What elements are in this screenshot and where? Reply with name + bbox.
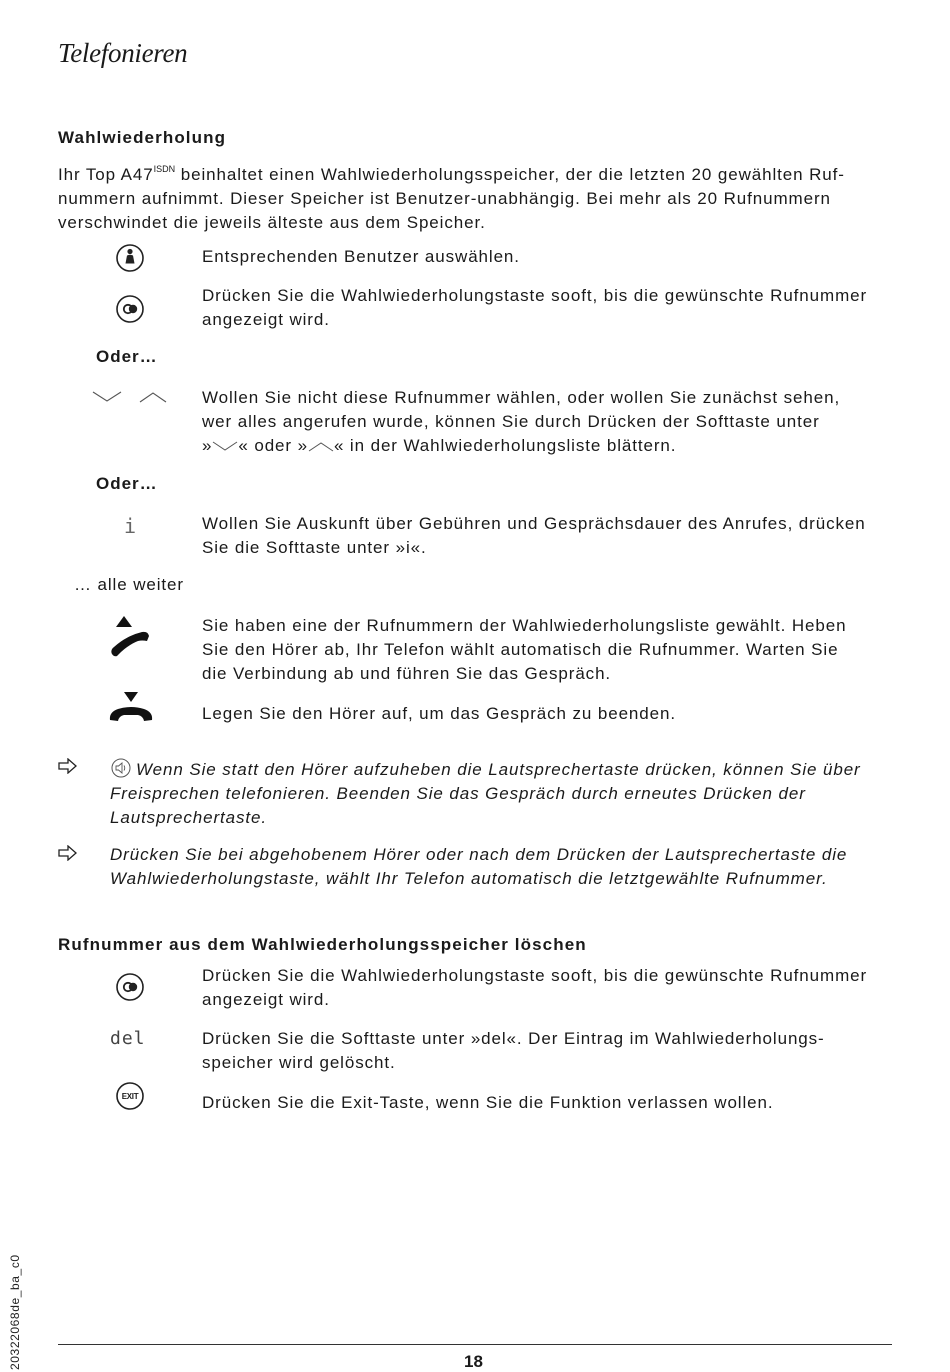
quote-middle: « oder » bbox=[238, 436, 308, 455]
step-info-line-1: Wollen Sie Auskunft über Gebühren und Gesprächsdauer des Anrufes, drücken bbox=[202, 514, 866, 533]
step-lift-line-1: Sie haben eine der Rufnummern der Wahlwiederholungsliste gewählt. Heben bbox=[202, 616, 847, 635]
oder-label-2: Oder… bbox=[96, 474, 158, 493]
note-redial-line-1: Drücken Sie bei abgehobenem Hörer oder nach dem Drücken der Lautsprechertaste die bbox=[110, 845, 848, 864]
note-redial-line-2: Wahlwiederholungstaste, wählt Ihr Telefon automatisch die letztgewählte Rufnummer. bbox=[110, 869, 828, 888]
note-speaker-line-3: Lautsprechertaste. bbox=[110, 808, 268, 827]
chevron-up-inline-icon bbox=[308, 439, 334, 453]
step-scroll-line-3 bbox=[202, 434, 902, 458]
note-speaker bbox=[110, 758, 900, 830]
step2-exit: Drücken Sie die Exit-Taste, wenn Sie die Funktion verlassen wollen. bbox=[202, 1093, 774, 1112]
user-key-icon bbox=[115, 243, 145, 273]
step-scroll-list bbox=[202, 386, 902, 458]
step2-delete-line-2: speicher wird gelöscht. bbox=[202, 1053, 396, 1072]
step-lift-line-2: Sie den Hörer ab, Ihr Telefon wählt automatisch die Rufnummer. Warten Sie bbox=[202, 640, 839, 659]
speaker-key-icon bbox=[110, 758, 132, 778]
step-info-line-2: Sie die Softtaste unter »i«. bbox=[202, 538, 427, 557]
step2-press-redial-line-2: angezeigt wird. bbox=[202, 990, 330, 1009]
step-scroll-line-1: Wollen Sie nicht diese Rufnummer wählen, oder wollen Sie zunächst sehen, bbox=[202, 388, 841, 407]
document-code: 20322068de_ba_c0 bbox=[8, 1254, 22, 1370]
del-softkey-label: del bbox=[110, 1028, 146, 1049]
step2-delete-line-1: Drücken Sie die Softtaste unter »del«. Der Eintrag im Wahlwiederholungs- bbox=[202, 1029, 825, 1048]
handset-hangup-icon bbox=[108, 688, 154, 724]
note-speaker-line-1-text: Wenn Sie statt den Hörer aufzuheben die Lautsprechertaste drücken, können Sie über bbox=[136, 760, 861, 779]
note-arrow-icon bbox=[58, 758, 78, 779]
note-redial-offhook bbox=[110, 843, 900, 891]
section-heading-loeschen: Rufnummer aus dem Wahlwiederholungsspeicher löschen bbox=[58, 935, 587, 954]
intro-line-1-rest: beinhaltet einen Wahlwiederholungsspeicher, der die letzten 20 gewählten Ruf- bbox=[175, 165, 845, 184]
step2-press-redial bbox=[202, 964, 902, 1012]
handset-lift-icon bbox=[108, 616, 152, 658]
step-lift-handset bbox=[202, 614, 902, 686]
section-heading-wahlwiederholung: Wahlwiederholung bbox=[58, 128, 227, 147]
chevron-up-icon bbox=[139, 388, 167, 406]
quote-open-1: » bbox=[202, 436, 213, 455]
step2-press-redial-line-1: Drücken Sie die Wahlwiederholungstaste sooft, bis die gewünschte Rufnummer bbox=[202, 966, 868, 985]
intro-line-3: verschwindet die jeweils älteste aus dem Speicher. bbox=[58, 213, 486, 232]
step-select-user: Entsprechenden Benutzer auswählen. bbox=[202, 247, 520, 266]
step-info bbox=[202, 512, 902, 560]
info-softkey-label: i bbox=[124, 514, 137, 538]
page-header-title: Telefonieren bbox=[58, 38, 188, 68]
step2-delete bbox=[202, 1027, 902, 1075]
isdn-superscript: ISDN bbox=[153, 164, 176, 174]
quote-close-rest: « in der Wahlwiederholungsliste blättern. bbox=[333, 436, 677, 455]
step-press-redial bbox=[202, 284, 902, 332]
chevron-down-inline-icon bbox=[212, 439, 238, 453]
intro-line-1 bbox=[58, 157, 908, 187]
redial-key-icon bbox=[115, 294, 145, 324]
note-speaker-line-1 bbox=[110, 758, 900, 782]
step-press-redial-line-2: angezeigt wird. bbox=[202, 310, 330, 329]
note-speaker-line-2: Freisprechen telefonieren. Beenden Sie das Gespräch durch erneutes Drücken der bbox=[110, 784, 806, 803]
intro-prefix: Ihr Top A47 bbox=[58, 165, 154, 184]
chevron-down-icon bbox=[92, 388, 122, 406]
redial-key-icon bbox=[115, 972, 145, 1002]
page-number: 18 bbox=[464, 1352, 483, 1371]
exit-key-icon bbox=[115, 1081, 145, 1111]
note-arrow-icon bbox=[58, 845, 78, 866]
oder-label-1: Oder… bbox=[96, 347, 158, 366]
step-hang-up: Legen Sie den Hörer auf, um das Gespräch zu beenden. bbox=[202, 704, 676, 723]
step-lift-line-3: die Verbindung ab und führen Sie das Gespräch. bbox=[202, 664, 612, 683]
footer-rule bbox=[58, 1344, 892, 1345]
intro-line-2: nummern aufnimmt. Dieser Speicher ist Benutzer-unabhängig. Bei mehr als 20 Rufnummern bbox=[58, 189, 831, 208]
exit-key-label: EXIT bbox=[121, 1091, 139, 1101]
intro-paragraph bbox=[58, 157, 908, 235]
step-press-redial-line-1: Drücken Sie die Wahlwiederholungstaste sooft, bis die gewünschte Rufnummer bbox=[202, 286, 868, 305]
alle-weiter-label: … alle weiter bbox=[74, 575, 184, 594]
step-scroll-line-2: wer alles angerufen wurde, können Sie durch Drücken der Softtaste unter bbox=[202, 412, 820, 431]
